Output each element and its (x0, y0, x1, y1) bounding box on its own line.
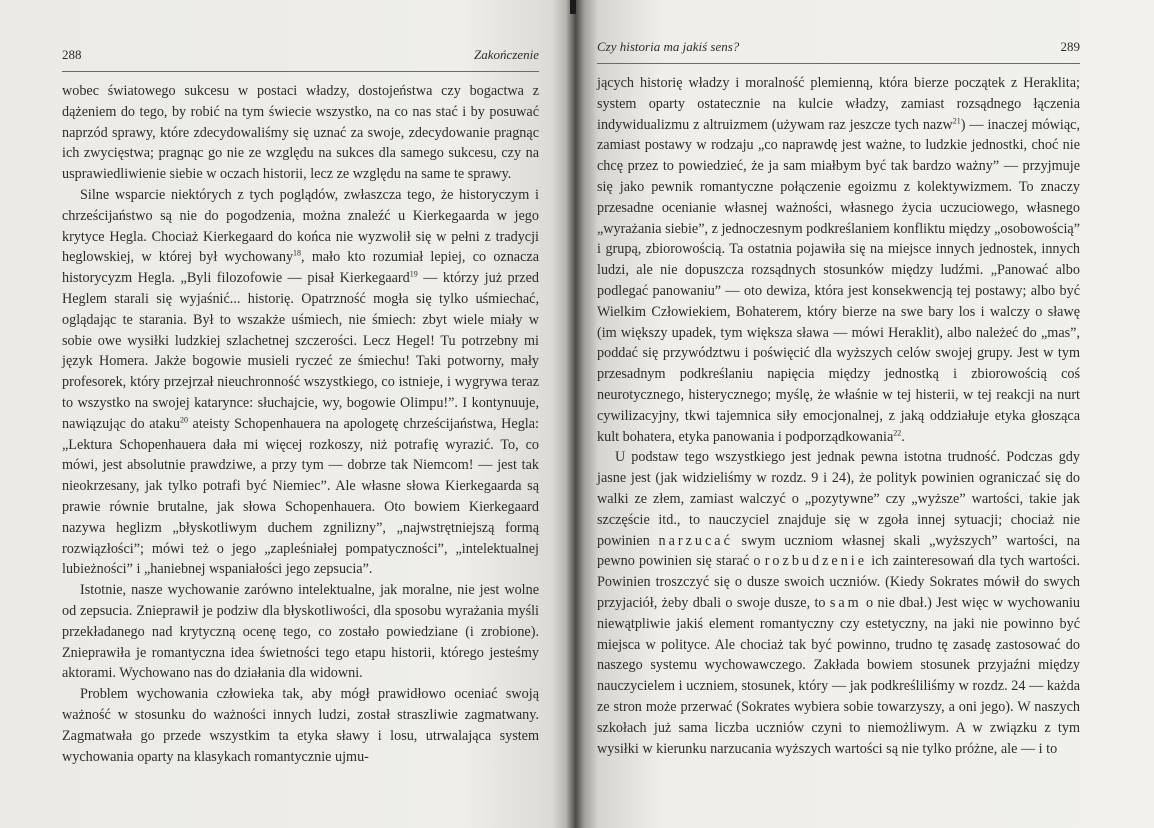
left-page-text (62, 81, 539, 767)
right-page-number: 289 (1060, 39, 1080, 54)
footnote-marker: 18 (293, 248, 302, 258)
footnote-marker: 21 (952, 115, 961, 125)
left-running-head: Zakończenie (474, 47, 539, 62)
binding-shadow (570, 0, 576, 14)
right-page-text (597, 73, 1080, 759)
right-running-head: Czy historia ma jakiś sens? (597, 39, 740, 54)
text-run: jących historię władzy i moralność plemienną, która bierze początek z Heraklita; system oparty ostatecznie na kulcie władzy, zamiast rozsądnego łączenia indywidualizmu z altruizmem (używam raz jeszcze tych nazw (597, 75, 1080, 133)
text-run: swym uczniom własnej skali „wyższych” wartości, na pewno powinien się starać o (597, 532, 1080, 570)
footnote-marker: 22 (893, 427, 902, 437)
text-run: Silne wsparcie niektórych z tych poglądów, zwłaszcza tego, że historyczym i chrześcijaństwo są nie do pogodzenia, można znaleźć u Kierkegaarda w jego krytyce Hegla. Chociaż Kierkegaard do końca nie wyzwolił się w pełni z tradycji heglowskiej, w której był wychowany (62, 186, 539, 266)
text-run: wobec światowego sukcesu w postaci władzy, dostojeństwa czy bogactwa z dążeniem do tego, by robić na tym świecie wszystko, na co nas stać i by posuwać naprzód sprawy, które zdecydowaliśmy się uznać za swoje, zdecydowanie pragnąc ich zwycięstwa; pragnąc go nie ze względu na sukces dla samego sukcesu, czy na usprawiedliwienie siebie w oczach historii, lecz ze względu na same te sprawy. (62, 83, 539, 183)
footnote-marker: 19 (409, 269, 418, 279)
left-page-header (62, 47, 539, 72)
right-page-header (597, 39, 1080, 64)
text-run: o nie dbał.) Jest więc w wychowaniu niewątpliwie jakiś element romantyczny czy estetyczny, na jaki nie powinno być miejsca w polityce. Ale chociaż tak być powinno, trudno tę zasadę zastosować do naszego systemu wychowawczego. Zakłada bowiem stosunek przyjaźni między nauczycielem i uczniem, stosunek, który — jak podkreśliliśmy w rozdz. 24 — każda ze stron może przerwać (Sokrates wybiera sobie towarzyszy, a oni jego). W naszych szkołach już sama liczba uczniów czyni to niemożliwym. A w związku z tym wysiłki w kierunku narzucania wyższych wartości są nie tylko próżne, ale — i to (597, 594, 1080, 757)
text-run: ich zainteresowań dla tych wartości. Powinien troszczyć się o dusze swoich uczniów. (Kiedy Sokrates mówił do swych przyjaciół, żeby dbali o swoje dusze, to (597, 553, 1081, 611)
text-run: U podstaw tego wszystkiego jest jednak pewna istotna trudność. Podczas gdy jasne jest (jak widzieliśmy w rozdz. 9 i 24), że polityk powinien ograniczać się do walki ze złem, zamiast walczyć o „pozytywne” czy „wyższe” wartości, takie jak szczęście itd., to nauczyciel znajduje się w zgoła innej sytuacji; chociaż nie powinien (597, 449, 1080, 549)
left-page-number: 288 (62, 47, 82, 62)
text-run: ) — inaczej mówiąc, zamiast postawy w rodzaju „co naprawdę jest ważne, to ludzkie jednostki, choć nie chcę przez to powiedzieć, że ja sam miałbym być tak bardzo ważny” — przyjmuje się jako pewnik romantyczne połączenie egoizmu z kolektywizmem. To znaczy przesadne ocenianie własnej ważności, własnego życia uczuciowego, własnego „wyrażania siebie”, z jednoczesnym podkreślaniem konfliktu między „osobowością” i grupą, zbiorowością. Ta ostatnia pojawiła się na miejsce innych jednostek, innych ludzi, ale nie dopuszcza rozsądnych stosunków między ludźmi. „Panować albo podlegać panowaniu” — oto dewiza, która jest konsekwencją tej postawy; albo być Wielkim Człowiekiem, Bohaterem, który bierze na swe bary los i walczy o sławę (im większy upadek, tym większa sława — mówi Heraklit), albo należeć do „mas”, poddać się przywództwu i poświęcić dla wyższych celów swojej grupy. Jest w tym przesadnym podkreślaniu napięcia między jednostką i zbiorowością coś neurotycznego, histerycznego; myślę, że właśnie w tej histerii, w tej reakcji na nurt cywilizacyjny, tkwi tajemnica siły emocjonalnej, z jaką oddziałuje etyka głosząca kult bohatera, etyka panowania i podporządkowania (597, 116, 1080, 445)
spaced-emphasis: narzucać (658, 532, 733, 549)
text-run: — którzy już przed Heglem starali się wyjaśnić... historię. Opatrzność mogła się tylko uśmiechać, oglądając te starania. Był to wszakże uśmiech, nie śmiech: zbyt wiele miały w sobie owe wysiłki ludzkiej szlachetnej szczerości. Lecz Hegel! Tu potrzebny mi język Homera. Jakże bogowie musieli ryczeć ze śmiechu! Taki potworny, mały profesorek, który przejrzał nieuchronność wszystkiego, co istnieje, i wygrywa teraz to wszystko na swojej katarynce: słuchajcie, wy, bogowie Olimpu!”. I kontynuuje, nawiązując do ataku (62, 270, 539, 432)
text-run: ateisty Schopenhauera na apologetę chrześcijaństwa, Hegla: „Lektura Schopenhauera dała mi więcej rozkoszy, niż potrafię wyrazić. To, co mówi, jest absolutnie prawdziwe, a przy tym — dobrze tak Niemcom! — jest tak nieokrzesany, jak tylko potrafi być Niemiec”. Ale własne słowa Kierkegaarda są prawie równie brutalne, jak słowa Schopenhauera. Oto bowiem Kierkegaard nazywa heglizm „błyskotliwym duchem zgnilizny”, „najwstrętniejszą formą rozwiązłości”; mówi też o jego „zapleśniałej pompatyczności”, „intelektualnej lubieżności” i „haniebnej wspaniałości jego zepsucia”. (62, 415, 539, 578)
text-run: . (901, 428, 905, 445)
text-run: Problem wychowania człowieka tak, aby mógł prawidłowo oceniać swoją ważność w stosunku do ważności innych ludzi, został straszliwie zagmatwany. Zagmatwała go przede wszystkim ta etyka sławy i losu, utrwalająca system wychowania oparty na klasykach romantycznie ujmu- (62, 686, 539, 765)
text-run: , mało kto rozumiał lepiej, co oznacza historycyzm Hegla. „Byli filozofowie — pisał Kierkegaard (62, 249, 539, 287)
paragraph (62, 185, 539, 580)
paragraph (597, 73, 1080, 447)
right-page (575, 0, 1154, 828)
paragraph (597, 447, 1080, 759)
paragraph (62, 81, 539, 185)
paragraph (62, 580, 539, 684)
footnote-marker: 20 (179, 415, 188, 425)
spaced-emphasis: rozbudzenie (764, 553, 868, 570)
paragraph (62, 684, 539, 767)
text-run: Istotnie, nasze wychowanie zarówno intelektualne, jak moralne, nie jest wolne od zepsucia. Znieprawił je podziw dla błyskotliwości, dla sposobu wyrażania myśli przekładanego nad krytyczną ocenę tego, co zostało powiedziane (i zrobione). Znieprawiła je romantyczna idea świetności tego etapu historii, którego jesteśmy aktorami. Wychowano nas do działania dla widowni. (62, 582, 539, 682)
book-gutter (566, 0, 584, 828)
spaced-emphasis: sam (829, 594, 862, 611)
left-page (0, 0, 575, 828)
